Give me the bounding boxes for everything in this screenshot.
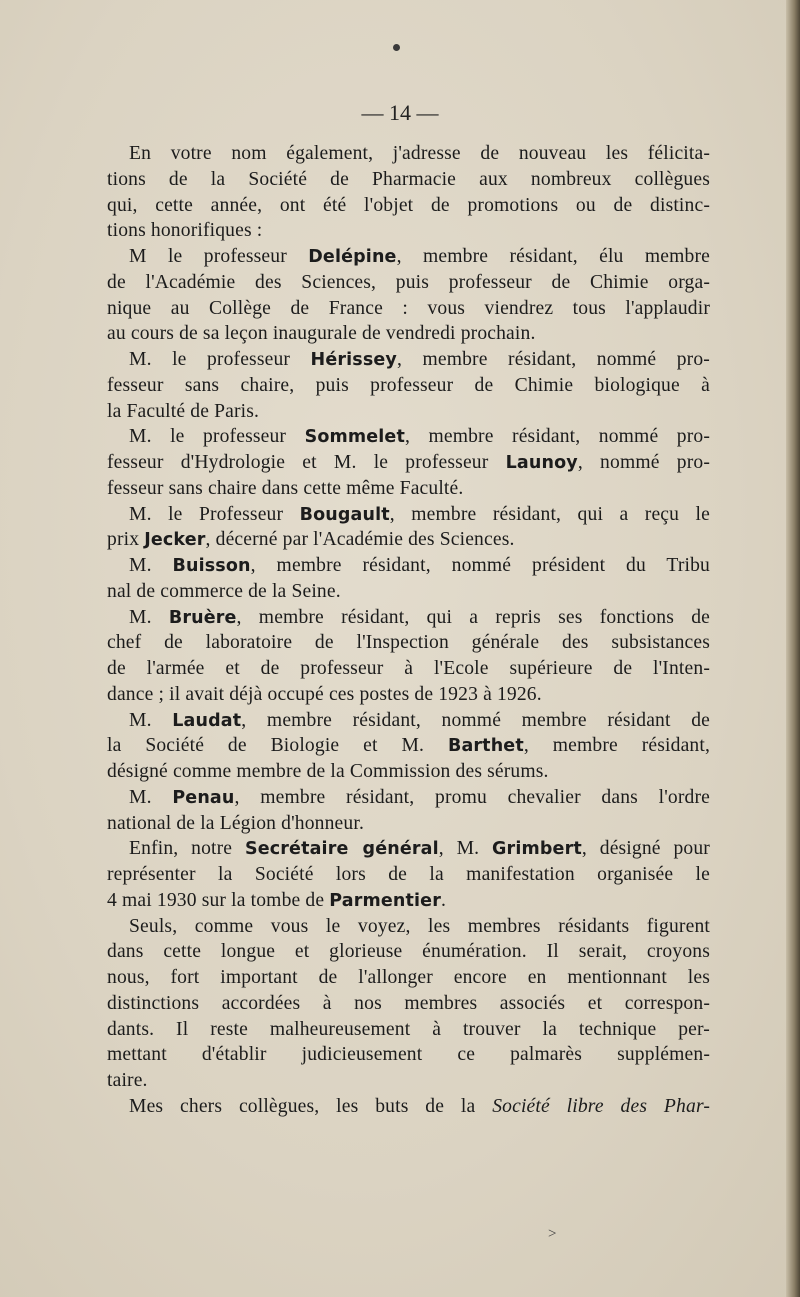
text-line [107,270,710,296]
person-name: Grimbert [492,839,582,860]
text-segment: chef de laboratoire de l'Inspection générale des subsistances [107,632,710,654]
text-line [107,682,710,708]
person-name: Hérissey [310,350,397,370]
text-line [107,656,710,682]
text-line [107,476,710,502]
text-line [107,708,710,734]
text-line [107,296,710,322]
text-segment: nal de commerce de la Seine. [107,580,341,602]
text-line [107,193,710,219]
text-line [107,1094,710,1120]
text-line [107,502,710,528]
text-segment: , M. [438,838,493,860]
person-name: Bougault [299,504,390,525]
person-name: Sommelet [304,427,405,448]
text-segment: , désigné pour [581,838,710,860]
text-segment: de l'armée et de professeur à l'Ecole supérieure de l'Inten- [107,658,710,679]
text-line [107,785,710,811]
text-line [107,450,710,476]
text-segment: En votre nom également, j'adresse de nouveau les félicita- [129,143,710,164]
text-segment: , membre résidant, promu chevalier dans l'ordre [234,786,711,808]
text-line [107,811,710,837]
text-segment: , membre résidant, nommé pro- [404,426,710,448]
text-segment: national de la Légion d'honneur. [107,812,364,834]
text-line [107,399,710,425]
text-line [107,836,710,862]
text-segment: , membre résidant, nommé président du Tribu [250,555,710,576]
text-segment: , membre résidant, élu membre [396,246,710,267]
text-segment: dance ; il avait déjà occupé ces postes de 1923 à 1926. [107,683,542,705]
text-line [107,141,710,167]
text-line [107,939,710,965]
text-segment: qui, cette année, ont été l'objet de promotions ou de distinc- [107,194,710,216]
text-segment: nous, fort important de l'allonger encore en mentionnant les [107,967,710,988]
text-line [107,579,710,605]
text-segment: dants. Il reste malheureusement à trouver la technique per- [107,1018,710,1040]
text-segment: , membre résidant, nommé pro- [396,349,710,370]
text-segment: M. [129,786,173,808]
person-name: Bruère [168,607,237,628]
text-segment: de l'Académie des Sciences, puis professeur de Chimie orga- [107,271,710,293]
text-line [107,167,710,193]
text-segment: M. le professeur [129,426,305,448]
text-line [107,373,710,399]
text-segment: Enfin, notre [129,838,245,860]
text-segment: 4 mai 1930 sur la tombe de [107,889,330,911]
italic-title: Société libre des Phar- [492,1095,711,1117]
footer-mark: > [548,1226,557,1242]
text-segment: prix [107,529,145,551]
text-segment: la Société de Biologie et M. [107,735,448,757]
text-line [107,553,710,579]
person-name: Penau [172,787,235,808]
text-line [107,347,710,373]
text-line [107,862,710,888]
text-segment: fesseur sans chaire dans cette même Faculté. [107,477,464,499]
text-segment: M. [129,709,173,731]
text-segment: désigné comme membre de la Commission des sérums. [107,761,549,782]
text-segment: distinctions accordées à nos membres associés et correspon- [107,992,710,1014]
text-line [107,991,710,1017]
text-segment: tions honorifiques : [107,220,263,242]
text-segment: tions de la Société de Pharmacie aux nombreux collègues [107,168,710,190]
text-segment: M le professeur [129,246,309,267]
text-line [107,605,710,631]
text-segment: . [441,889,447,911]
text-segment: dans cette longue et glorieuse énumération. Il serait, croyons [107,941,710,963]
text-segment: , nommé pro- [577,452,711,473]
ink-dot [393,44,400,51]
text-line [107,424,710,450]
text-segment: , membre résidant, qui a repris ses fonctions de [236,606,710,628]
text-segment: au cours de sa leçon inaugurale de vendredi prochain. [107,323,536,345]
person-name: Barthet [447,736,524,757]
text-line [107,733,710,759]
text-segment: , membre résidant, [523,735,711,757]
body-text [107,141,710,1120]
text-segment: Seuls, comme vous le voyez, les membres résidants figurent [129,915,710,937]
text-segment: , décerné par l'Académie des Sciences. [205,529,515,551]
text-line [107,888,710,914]
person-name: Jecker [144,530,206,551]
text-segment: M. le professeur [129,349,311,370]
text-segment: taire. [107,1070,148,1091]
text-segment: , membre résidant, qui a reçu le [389,503,710,525]
page-number: — 14 — [361,100,439,125]
text-line [107,244,710,270]
text-line [107,914,710,940]
text-segment: Mes chers collègues, les buts de la [129,1095,493,1117]
text-line [107,759,710,785]
text-segment: mettant d'établir judicieusement ce palmarès supplémen- [107,1044,710,1066]
text-segment: représenter la Société lors de la manifestation organisée le [107,864,710,885]
text-line [107,630,710,656]
text-segment: M. [129,606,169,628]
text-segment: la Faculté de Paris. [107,400,260,422]
text-segment: nique au Collège de France : vous viendrez tous l'applaudir [107,297,710,319]
text-line [107,527,710,553]
text-segment: fesseur d'Hydrologie et M. le professeur [107,452,506,473]
text-line [107,1068,710,1094]
text-line [107,965,710,991]
person-name: Laudat [172,710,242,731]
person-name: Launoy [505,453,578,473]
text-segment: fesseur sans chaire, puis professeur de Chimie biologique à [107,374,710,396]
person-name: Buisson [172,556,251,576]
text-line [107,218,710,244]
page-edge-shadow [786,0,800,1297]
text-line [107,1017,710,1043]
person-name: Secrétaire général [244,839,439,860]
text-line [107,1042,710,1068]
person-name: Parmentier [329,890,441,911]
text-segment: M. [129,555,173,576]
text-segment: M. le Professeur [129,503,300,525]
person-name: Delépine [308,247,397,267]
text-segment: , membre résidant, nommé membre résidant de [241,709,710,731]
text-line [107,321,710,347]
